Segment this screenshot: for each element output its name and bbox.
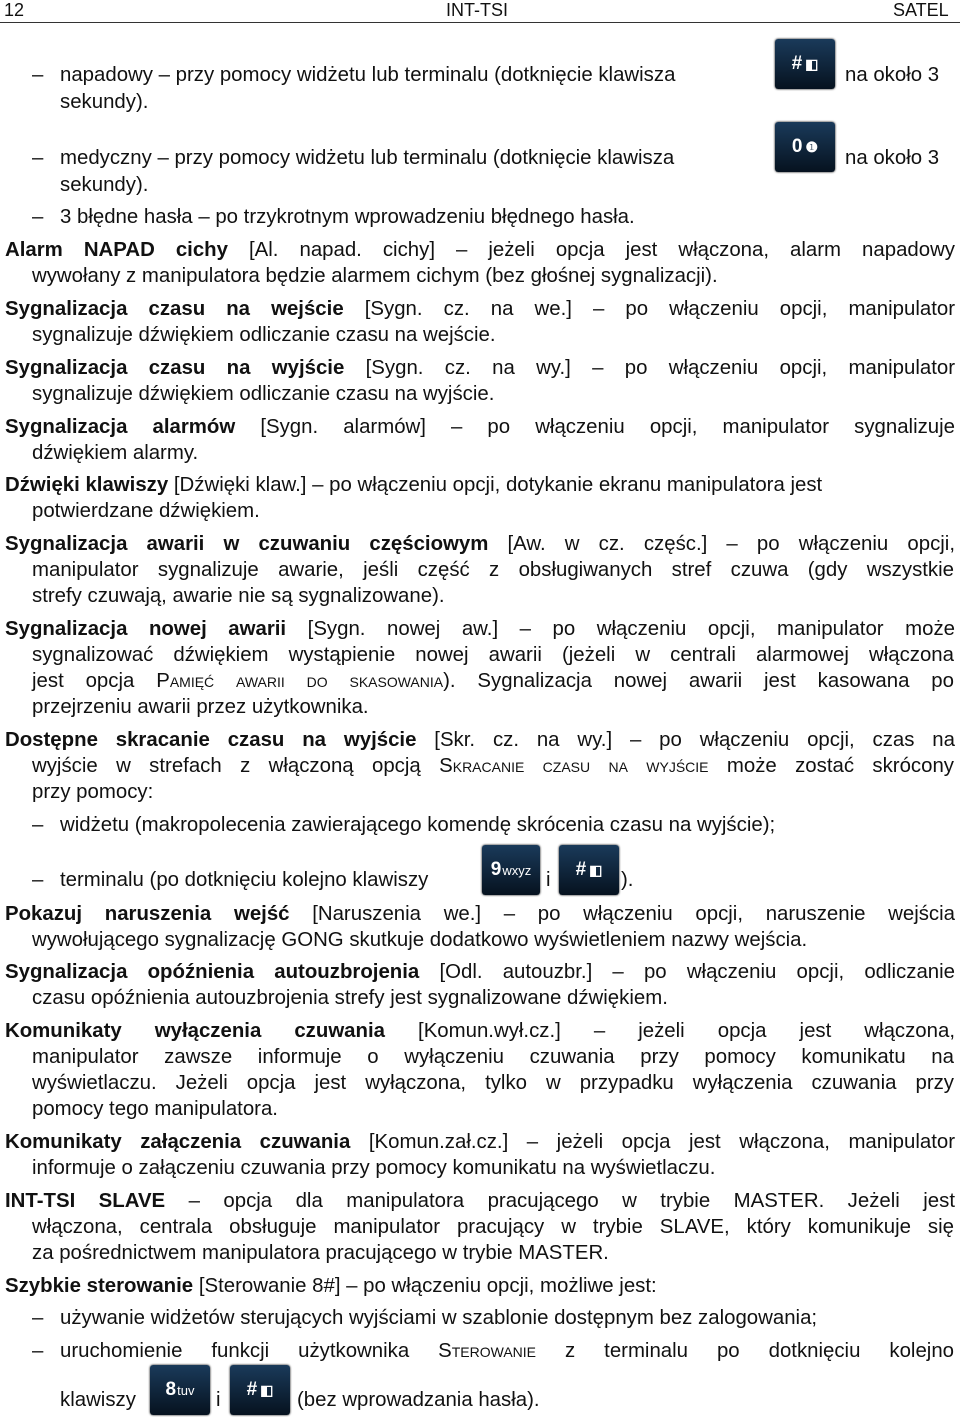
paragraph-line: dźwiękiem alarmy. [32,442,199,464]
paragraph-line: sygnalizuje dźwiękiem odliczanie czasu na wyjście. [32,383,495,405]
zero-key-icon: 0 ❶ [775,122,835,172]
hash-key-icon: # ◧ [559,845,619,895]
paragraph-line: manipulator sygnalizuje awarie, jeśli część z obsługiwanych stref czuwa (gdy wszystkie [32,559,954,581]
eight-key-icon: 8 tuv [150,1365,210,1415]
paragraph-line: pomocy tego manipulatora. [32,1098,278,1120]
paragraph-line: Sygnalizacja czasu na wyjście [Sygn. cz. na wy.] – po włączeniu opcji, manipulator [5,357,956,379]
option-name: Dźwięki klawiszy [5,474,169,496]
header-title: INT-TSI [446,0,508,20]
option-name: Sygnalizacja awarii w czuwaniu częściowym [5,533,489,555]
list-item-text: sekundy). [60,174,149,196]
list-dash: – [32,206,44,228]
paragraph-line: czasu opóźnienia autouzbrojenia strefy jest sygnalizowane dźwiękiem. [32,987,668,1009]
paragraph-line: strefy czuwają, awarie nie są sygnalizowane). [32,585,445,607]
paragraph-line: Sygnalizacja opóźnienia autouzbrojenia [Odl. autouzbr.] – po włączeniu opcji, odliczanie [5,961,955,983]
paragraph-line: Pokazuj naruszenia wejść [Naruszenia we.] – po włączeniu opcji, naruszenie wejścia [5,903,955,925]
list-item-text: i [546,869,551,891]
list-item-text: medyczny – przy pomocy widżetu lub terminalu (dotknięcie klawisza [60,147,675,169]
list-dash: – [32,1307,44,1329]
hash-key-icon: # ◧ [230,1365,290,1415]
list-item-text: napadowy – przy pomocy widżetu lub terminalu (dotknięcie klawisza [60,64,676,86]
paragraph-line: Szybkie sterowanie [Sterowanie 8#] – po włączeniu opcji, możliwe jest: [5,1275,657,1297]
list-dash: – [32,64,44,86]
paragraph-line: włączona, centrala obsługuje manipulator pracujący w trybie SLAVE, który komunikuje się [32,1216,954,1238]
nine-key-icon: 9 wxyz [482,845,540,895]
option-name: Pokazuj naruszenia wejść [5,903,290,925]
list-item-text: widżetu (makropolecenia zawierającego komendę skrócenia czasu na wyjście); [60,814,776,836]
paragraph-line: Komunikaty wyłączenia czuwania [Komun.wył.cz.] – jeżeli opcja jest włączona, [5,1020,955,1042]
list-item-text: używanie widżetów sterujących wyjściami w szablonie dostępnym bez zalogowania; [60,1307,818,1329]
list-item-text: klawiszy [60,1389,136,1411]
option-name: Sygnalizacja nowej awarii [5,618,287,640]
list-item-text: na około 3 [845,64,940,86]
page-number: 12 [4,0,25,20]
paragraph-line: potwierdzane dźwiękiem. [32,500,260,522]
paragraph-line: wywołany z manipulatora będzie alarmem cichym (bez głośnej sygnalizacji). [32,265,718,287]
option-name: Szybkie sterowanie [5,1275,194,1297]
list-item-text: terminalu (po dotknięciu kolejno klawiszy [60,869,429,891]
paragraph-line: sygnalizować dźwiękiem wystąpienie nowej awarii (jeżeli w centrali alarmowej włączona [32,644,954,666]
paragraph-line: wyjście w strefach z włączoną opcją Skracanie czasu na wyjście może zostać skrócony [32,755,955,777]
list-item-text: ). [621,869,634,891]
paragraph-line: jest opcja Pamięć awarii do skasowania). Sygnalizacja nowej awarii jest kasowana po [32,670,954,692]
option-name: Komunikaty wyłączenia czuwania [5,1020,385,1042]
list-item-text: sekundy). [60,91,149,113]
paragraph-line: Sygnalizacja awarii w czuwaniu częściowym [Aw. w cz. częśc.] – po włączeniu opcji, [5,533,955,555]
page-header [0,0,960,23]
paragraph-line: przy pomocy: [32,781,154,803]
paragraph-line: Dostępne skracanie czasu na wyjście [Skr. cz. na wy.] – po włączeniu opcji, czas na [5,729,955,751]
list-dash: – [32,147,44,169]
option-name: Sygnalizacja czasu na wejście [5,298,344,320]
option-name: Komunikaty załączenia czuwania [5,1131,351,1153]
paragraph-line: za pośrednictwem manipulatora pracującego w trybie MASTER. [32,1242,609,1264]
paragraph-line: Alarm NAPAD cichy [Al. napad. cichy] – jeżeli opcja jest włączona, alarm napadowy [5,239,956,261]
list-item-text: uruchomienie funkcji użytkownika Sterowanie z terminalu po dotknięciu kolejno [60,1340,954,1362]
option-reference: Pamięć awarii do skasowania [156,670,444,692]
list-dash: – [32,814,44,836]
paragraph-line: sygnalizuje dźwiękiem odliczanie czasu na wejście. [32,324,496,346]
list-item-text: i [216,1389,221,1411]
paragraph-line: manipulator zawsze informuje o wyłączeniu czuwania przy pomocy komunikatu na [32,1046,954,1068]
option-reference: Skracanie czasu na wyjście [439,755,709,777]
hash-key-icon: # ◧ [775,39,835,89]
list-item-text: (bez wprowadzania hasła). [297,1389,540,1411]
paragraph-line: INT-TSI SLAVE – opcja dla manipulatora pracującego w trybie MASTER. Jeżeli jest [5,1190,955,1212]
list-item-text: na około 3 [845,147,940,169]
paragraph-line: Komunikaty załączenia czuwania [Komun.zał.cz.] – jeżeli opcja jest włączona, manipulator [5,1131,955,1153]
list-dash: – [32,1340,44,1362]
paragraph-line: wyświetlaczu. Jeżeli opcja jest wyłączona, tylko w przypadku wyłączenia czuwania przy [32,1072,954,1094]
option-name: Sygnalizacja czasu na wyjście [5,357,345,379]
option-name: Sygnalizacja opóźnienia autouzbrojenia [5,961,420,983]
paragraph-line: Sygnalizacja czasu na wejście [Sygn. cz. na we.] – po włączeniu opcji, manipulator [5,298,955,320]
option-name: Sygnalizacja alarmów [5,416,236,438]
option-name: Alarm NAPAD cichy [5,239,228,261]
option-name: INT-TSI SLAVE [5,1190,166,1212]
paragraph-line: Sygnalizacja nowej awarii [Sygn. nowej aw.] – po włączeniu opcji, manipulator może [5,618,955,640]
paragraph-line: przejrzeniu awarii przez użytkownika. [32,696,369,718]
paragraph-line: informuje o załączeniu czuwania przy pomocy komunikatu na wyświetlaczu. [32,1157,716,1179]
paragraph-line: Dźwięki klawiszy [Dźwięki klaw.] – po włączeniu opcji, dotykanie ekranu manipulatora jest [5,474,823,496]
list-item-text: 3 błędne hasła – po trzykrotnym wprowadzeniu błędnego hasła. [60,206,635,228]
option-name: Dostępne skracanie czasu na wyjście [5,729,417,751]
header-brand: SATEL [893,0,949,20]
paragraph-line: wywołującego sygnalizację GONG skutkuje dodatkowo wyświetleniem nazwy wejścia. [32,929,808,951]
list-dash: – [32,869,44,891]
option-reference: Sterowanie [438,1340,537,1362]
paragraph-line: Sygnalizacja alarmów [Sygn. alarmów] – po włączeniu opcji, manipulator sygnalizuje [5,416,956,438]
